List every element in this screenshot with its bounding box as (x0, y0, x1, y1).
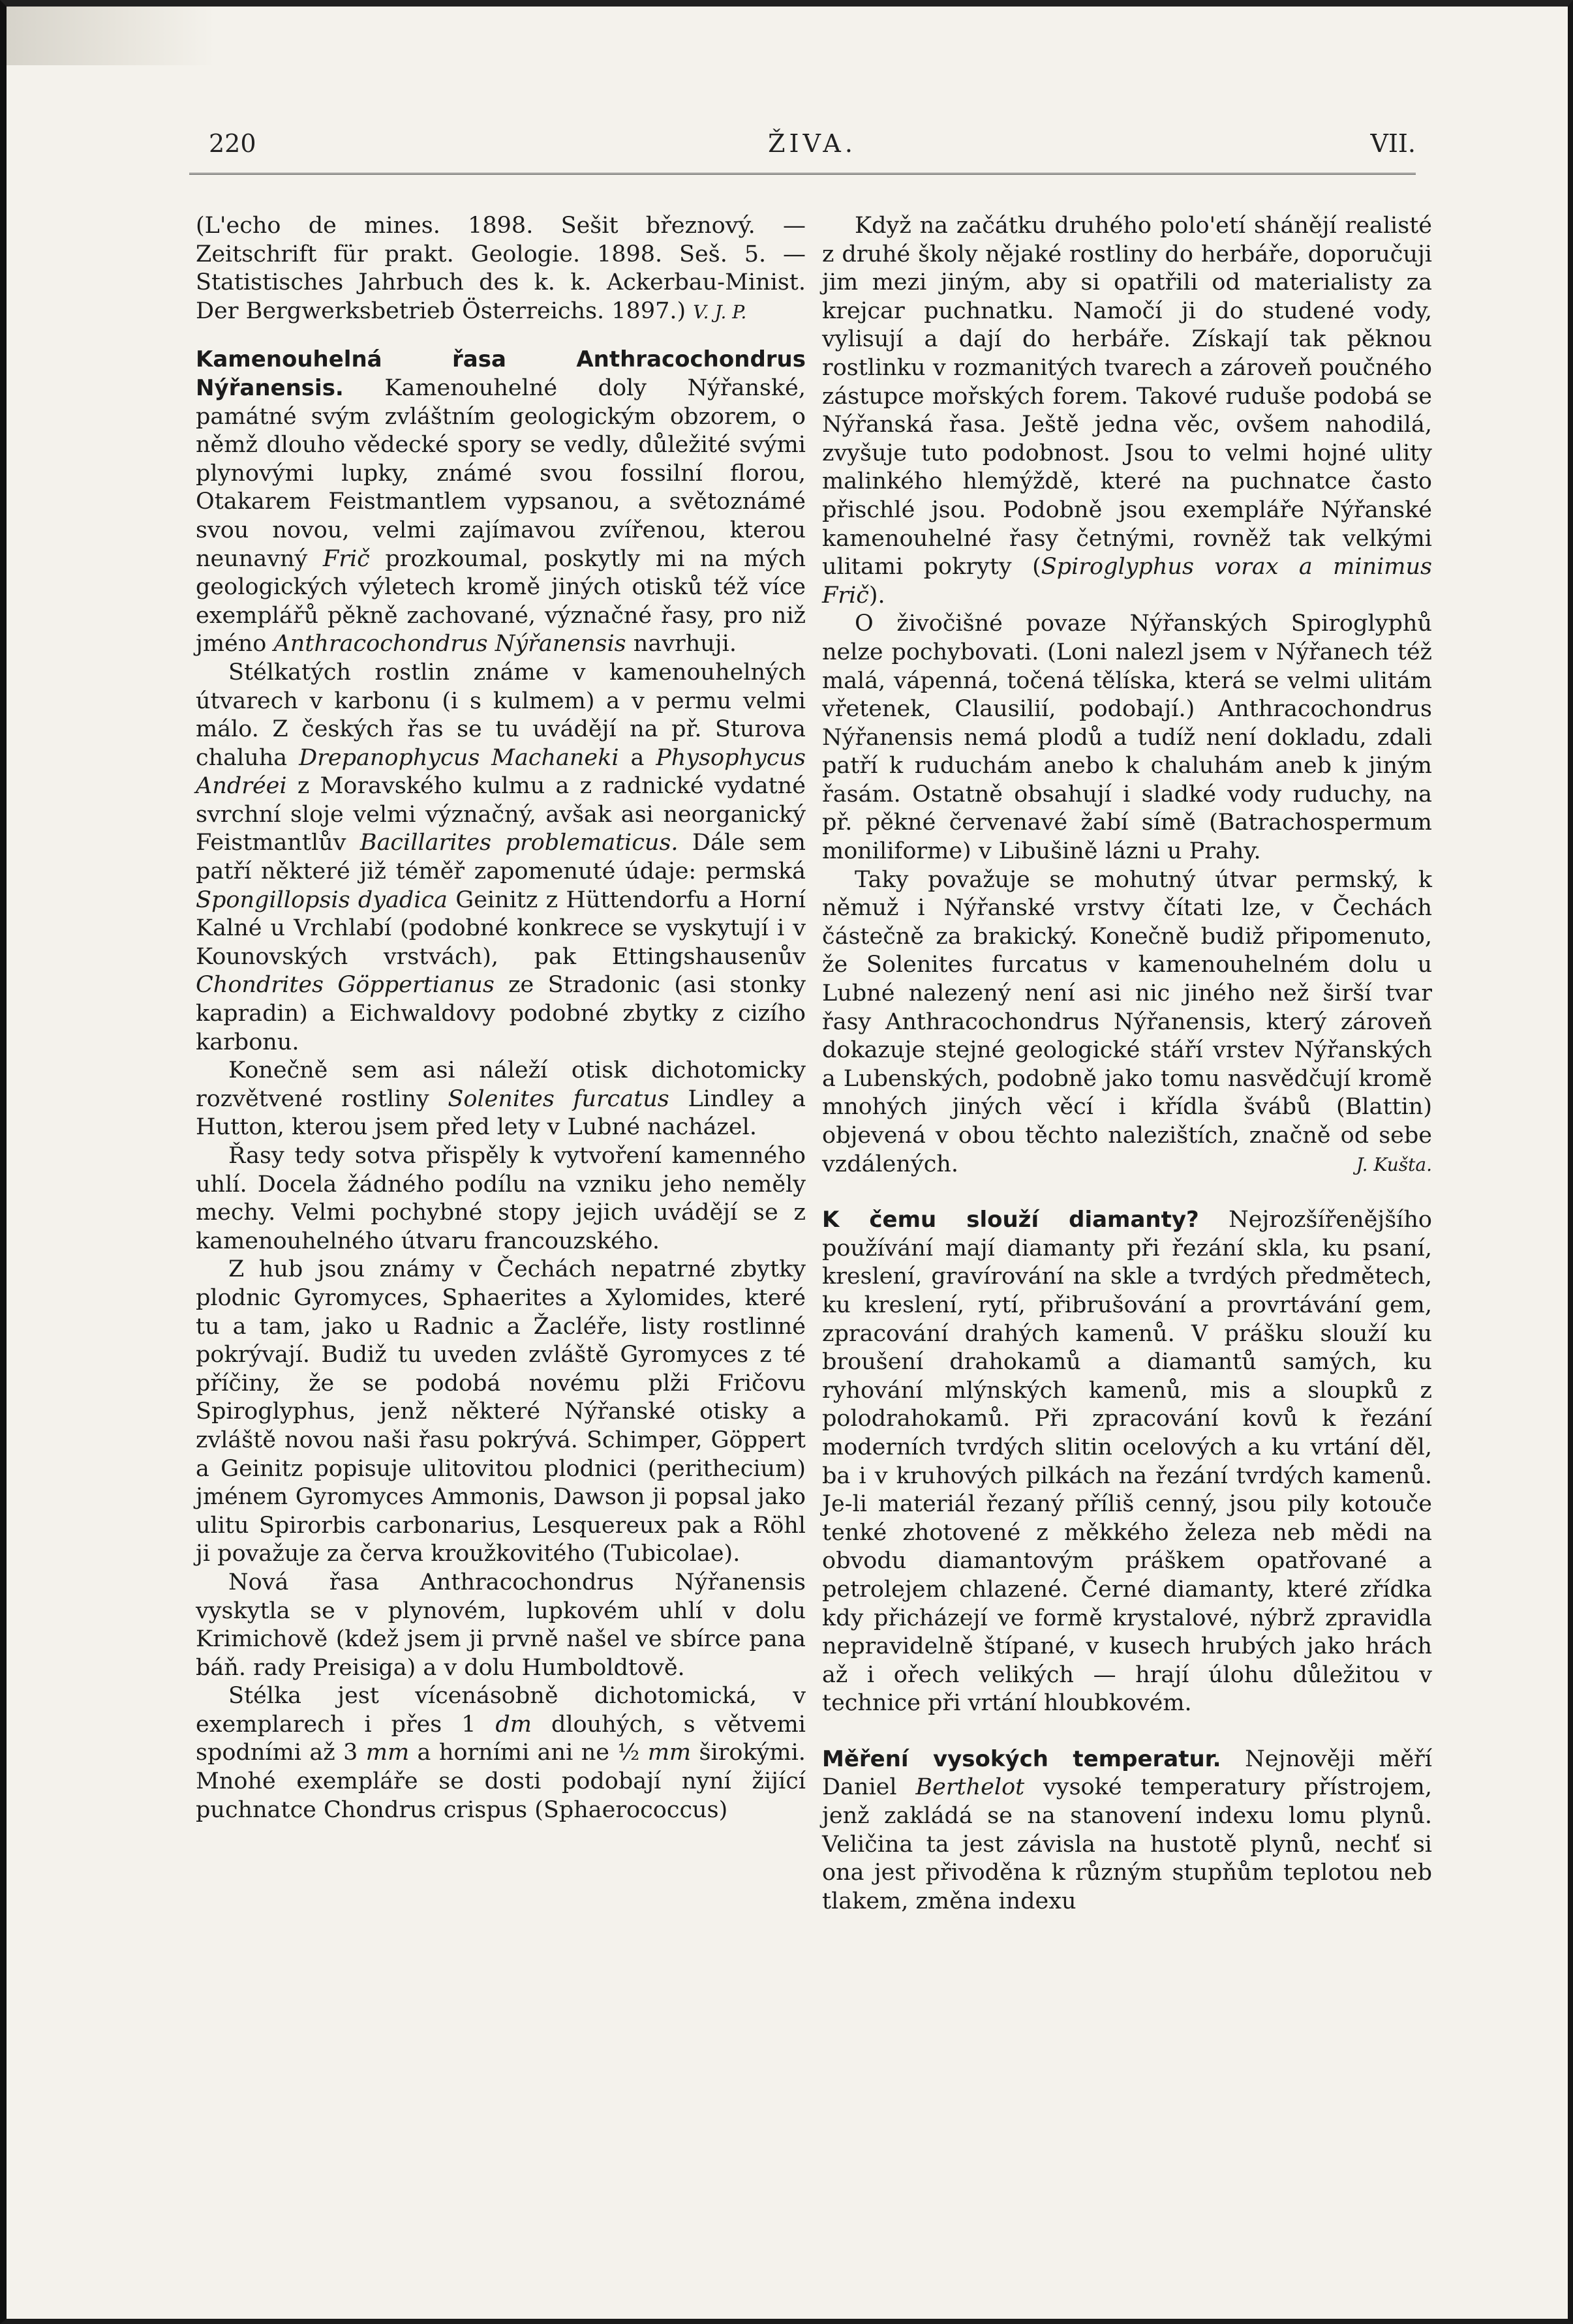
article-heading-temperatury: Měření vysokých temperatur. (822, 1745, 1221, 1772)
right-column: Když na začátku druhého polo'etí shánějí realisté z druhé školy nějaké rostliny do herbáře, doporučuji jim mezi jiným, aby si opatřili od materialisty za krejcar puchnatku. Namočí ji do studené vody, vylisují a dají do herbáře. Získají tak pěknou rostlinku v rozmanitých tvarech a zároveň poučného zástupce mořských forem. Takové ruduše podobá se Nýřanská řasa. Ještě jedna věc, ovšem nahodilá, zvyšuje tuto podobnost. Jsou to velmi hojné ulity malinkého hlemýždě, které na puchnatce často přischlé jsou. Podobně jsou exempláře Nýřanské kamenouhelné řasy četnými, rovněž tak velkými ulitami pokryty (Spiroglyphus vorax a minimus Frič). O živočišné povaze Nýřanských Spiroglyphů nelze pochybovati. (Loni nalezl jsem v Nýřanech též malá, vápenná, točená tělíska, která se velmi ulitám vřetenek, Clausilií, podobají.) Anthracochondrus Nýřanensis nemá plodů a tudíž není dokladu, zdali patří k ruduchám anebo k chaluhám aneb k jiným řasám. Ostatně obsahují i sladké vody ruduchy, na př. pěkné červenavé žabí símě (Batrachospermum moniliforme) v Libušině lázni u Prahy. Taky považuje se mohutný útvar permský, k němuž i Nýřanské vrstvy čítati lze, v Čechách částečně za brakický. Konečně budiž připomenuto, že Solenites furcatus v kamenouhelném dolu u Lubné nalezený není asi nic jiného než širší tvar řasy Anthracochondrus Nýřanensis, který zároveň dokazuje stejné geologické stáří vrstev Nýřanských a Lubenských, podobně jako tomu nasvědčují kromě mnohých jiných věcí i křídla švábů (Blattin) objevená v obou těchto nalezištích, značně od sebe vzdálených. J. Kušta. K čemu slouží diamanty? Nejrozšířenějšího používání mají diamanty při řezání skla, ku psaní, kreslení, gravírování na skle a tvrdých předmětech, ku kreslení, rytí, přibrušování a provrtávání gem, zpracování drahých kamenů. V prášku slouží ku broušení drahokamů a diamantů samých, ku ryhování mlýnských kamenů, mis a sloupků z polodrahokamů. Při zpracování kovů k řezání moderních tvrdých slitin ocelových a ku vrtání děl, ba i v kruhových pilkách na řezání tvrdých kamenů. Je-li materiál řezaný příliš cenný, jsou pily kotouče tenké zhotovené z měkkého železa neb mědi na obvodu diamantovým práškem opatřované a petrolejem chlazené. Černé diamanty, které zřídka kdy přicházejí ve formě krystalové, nýbrž zpravidla nepravidelně štípané, v kusech hrubých jako hrách až i ořech velikých — hrají úlohu důležitou v technice při vrtání hloubkovém. Měření vysokých temperatur. Nejnověji měří Daniel Berthelot vysoké temperatury přístrojem, jenž zakládá se na stanovení indexu lomu plynů. Veličina ta jest závisla na hustotě plynů, nechť si ona jest přivoděna k různým stupňům teplotou neb tlakem, změna indexu (822, 213, 1432, 1914)
reference-signature: V. J. P. (693, 301, 747, 323)
left-column: (L'echo de mines. 1898. Sešit březnový. — Zeitschrift für prakt. Geologie. 1898. Seš. 5. — Statistisches Jahrbuch des k. k. Ackerbau-Minist. Der Bergwerksbetrieb Österreichs. 1897.) V. J. P. Kamenouhelná řasa Anthracochondrus Nýřanensis. Kamenouhelné doly Nýřanské, památné svým zvláštním geologickým obzorem, o němž dlouho vědecké spory se vedly, důležité svými plynovými lupky, známé svou fossilní florou, Otakarem Feistmantlem vypsanou, a světoznámé svou novou, velmi zajímavou zvířenou, kterou neunavný Frič prozkoumal, poskytly mi na mých geologických výletech kromě jiných otisků též více exemplářů pěkně zachované, význačné řasy, pro niž jméno Anthracochondrus Nýřanensis navrhuji. Stélkatých rostlin známe v kamenouhelných útvarech v karbonu (i s kulmem) a v permu velmi málo. Z českých řas se tu uvádějí na př. Sturova chaluha Drepanophycus Machaneki a Physophycus Andréei z Moravského kulmu a z radnické vydatné svrchní sloje velmi význačný, avšak asi neorganický Feistmantlův Bacillarites problematicus. Dále sem patří některé již téměř zapomenuté údaje: permská Spongillopsis dyadica Geinitz z Hüttendorfu a Horní Kalné u Vrchlabí (podobné konkrece se vyskytují i v Kounovských vrstvách), pak Ettingshausenův Chondrites Göppertianus ze Stradonic (asi stonky kapradin) a Eichwaldovy podobné zbytky z cizího karbonu. Konečně sem asi náleží otisk dichotomicky rozvětvené rostliny Solenites furcatus Lindley a Hutton, kterou jsem před lety v Lubné nacházel. Řasy tedy sotva přispěly k vytvoření kamenného uhlí. Docela žádného podílu na vzniku jeho neměly mechy. Velmi pochybné stopy jejich uvádějí se z kamenouhelného útvaru francouzského. Z hub jsou známy v Čechách nepatrné zbytky plodnic Gyromyces, Sphaerites a Xylomides, které tu a tam, jako u Radnic a Žacléře, listy rostlinné pokrývají. Budiž tu uveden zvláště Gyromyces z té příčiny, že se podobá novému plži Fričovu Spiroglyphus, jenž některé Nýřanské otisky a zvláště novou naši řasu pokrývá. Schimper, Göppert a Geinitz popisuje ulitovitou plodnici (perithecium) jménem Gyromyces Ammonis, Dawson ji popsal jako ulitu Spirorbis carbonarius, Lesquereux pak a Röhl ji považuje za červa kroužkovitého (Tubicolae). Nová řasa Anthracochondrus Nýřanensis vyskytla se v plynovém, lupkovém uhlí v dolu Krimichově (kdež jsem ji prvně našel ve sbírce pana báň. rady Preisiga) a v dolu Humboldtově. Stélka jest vícenásobně dichotomická, v exemplarech i přes 1 dm dlouhých, s větvemi spodními až 3 mm a horními ani ne ½ mm širokými. Mnohé exempláře se dosti podobají nyní žijící puchnatce Chondrus crispus (Sphaerococcus) (196, 212, 806, 1824)
article-heading-rasa: Kamenouhelná řasa Anthracochondrus Nýřanensis. (196, 346, 806, 401)
reference-paragraph: (L'echo de mines. 1898. Sešit březnový. — Zeitschrift für prakt. Geologie. 1898. Seš. 5. — Statistisches Jahrbuch des k. k. Ackerbau-Minist. Der Bergwerksbetrieb Österreichs. 1897.) V. J. P. (196, 213, 806, 324)
article-heading-diamanty: K čemu slouží diamanty? (822, 1207, 1199, 1233)
paragraph: Taky považuje se mohutný útvar permský, k němuž i Nýřanské vrstvy čítati lze, v Čechách částečně za brakický. Konečně budiž připomenuto, že Solenites furcatus v kamenouhelném dolu u Lubné nalezený není asi nic jiného než širší tvar řasy Anthracochondrus Nýřanensis, který zároveň dokazuje stejné geologické stáří vrstev Nýřanských a Lubenských, podobně jako tomu nasvědčují kromě mnohých jiných věcí i křídla švábů (Blattin) objevená v obou těchto nalezištích, značně od sebe vzdálených. J. Kušta. (822, 866, 1432, 1179)
volume-number: VII. (1370, 129, 1416, 158)
author-signature: J. Kušta. (1356, 1153, 1432, 1175)
journal-title: ŽIVA. (768, 129, 857, 158)
paragraph: Stélkatých rostlin známe v kamenouhelných útvarech v karbonu (i s kulmem) a v permu velmi málo. Z českých řas se tu uvádějí na př. Sturova chaluha Drepanophycus Machaneki a Physophycus Andréei z Moravského kulmu a z radnické vydatné svrchní sloje velmi význačný, avšak asi neorganický Feistmantlův Bacillarites problematicus. Dále sem patří některé již téměř zapomenuté údaje: permská Spongillopsis dyadica Geinitz z Hüttendorfu a Horní Kalné u Vrchlabí (podobné konkrece se vyskytují i v Kounovských vrstvách), pak Ettingshausenův Chondrites Göppertianus ze Stradonic (asi stonky kapradin) a Eichwaldovy podobné zbytky z cizího karbonu. (196, 659, 806, 1055)
page-header (209, 129, 1416, 168)
paragraph: Z hub jsou známy v Čechách nepatrné zbytky plodnic Gyromyces, Sphaerites a Xylomides, které tu a tam, jako u Radnic a Žacléře, listy rostlinné pokrývají. Budiž tu uveden zvláště Gyromyces z té příčiny, že se podobá novému plži Fričovu Spiroglyphus, jenž některé Nýřanské otisky a zvláště novou naši řasu pokrývá. Schimper, Göppert a Geinitz popisuje ulitovitou plodnici (perithecium) jménem Gyromyces Ammonis, Dawson ji popsal jako ulitu Spirorbis carbonarius, Lesquereux pak a Röhl ji považuje za červa kroužkovitého (Tubicolae). (196, 1256, 806, 1567)
paragraph: Konečně sem asi náleží otisk dichotomicky rozvětvené rostliny Solenites furcatus Lindley a Hutton, kterou jsem před lety v Lubné nacházel. (196, 1057, 806, 1141)
paragraph: O živočišné povaze Nýřanských Spiroglyphů nelze pochybovati. (Loni nalezl jsem v Nýřanech též malá, vápenná, točená tělíska, která se velmi ulitám vřetenek, Clausilií, podobají.) Anthracochondrus Nýřanensis nemá plodů a tudíž není dokladu, zdali patří k ruduchám anebo k chaluhám aneb k jiným řasám. Ostatně obsahují i sladké vody ruduchy, na př. pěkné červenavé žabí símě (Batrachospermum moniliforme) v Libušině lázni u Prahy. (822, 611, 1432, 865)
paragraph: Řasy tedy sotva přispěly k vytvoření kamenného uhlí. Docela žádného podílu na vzniku jeho neměly mechy. Velmi pochybné stopy jejich uvádějí se z kamenouhelného útvaru francouzského. (196, 1143, 806, 1254)
page-number: 220 (209, 129, 256, 158)
header-rule (189, 173, 1416, 175)
page-stain (7, 7, 215, 65)
paragraph: Nová řasa Anthracochondrus Nýřanensis vyskytla se v plynovém, lupkovém uhlí v dolu Krimichově (kdež jsem ji prvně našel ve sbírce pana báň. rady Preisiga) a v dolu Humboldtově. (196, 1569, 806, 1681)
paragraph: Stélka jest vícenásobně dichotomická, v exemplarech i přes 1 dm dlouhých, s větvemi spodními až 3 mm a horními ani ne ½ mm širokými. Mnohé exempláře se dosti podobají nyní žijící puchnatce Chondrus crispus (Sphaerococcus) (196, 1683, 806, 1823)
paragraph: Když na začátku druhého polo'etí shánějí realisté z druhé školy nějaké rostliny do herbáře, doporučuji jim mezi jiným, aby si opatřili od materialisty za krejcar puchnatku. Namočí ji do studené vody, vylisují a dají do herbáře. Získají tak pěknou rostlinku v rozmanitých tvarech a zároveň poučného zástupce mořských forem. Takové ruduše podobá se Nýřanská řasa. Ještě jedna věc, ovšem nahodilá, zvyšuje tuto podobnost. Jsou to velmi hojné ulity malinkého hlemýždě, které na puchnatce často přischlé jsou. Podobně jsou exempláře Nýřanské kamenouhelné řasy četnými, rovněž tak velkými ulitami pokryty (Spiroglyphus vorax a minimus Frič). (822, 213, 1432, 609)
